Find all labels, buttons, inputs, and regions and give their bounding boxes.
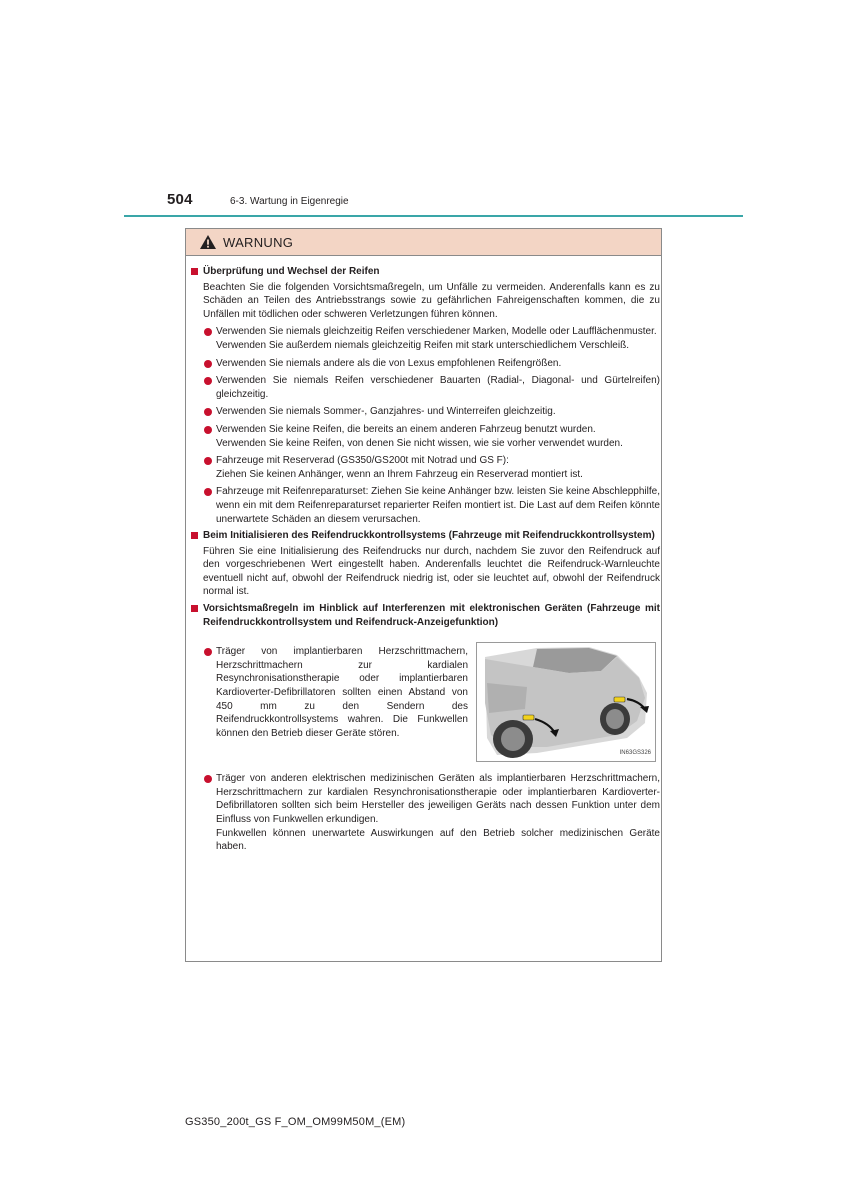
- section-heading: Beim Initialisieren des Reifendruckkontrollsystems (Fahrzeuge mit Reifendruckkontrollsystem): [190, 529, 660, 543]
- red-square-icon: [191, 268, 198, 275]
- image-code: IN63GS326: [619, 749, 651, 756]
- car-illustration: [476, 642, 656, 762]
- section-heading: Vorsichtsmaßregeln im Hinblick auf Interferenzen mit elektronischen Geräten (Fahrzeuge mit Reifendruckkontrollsystem und Reifendruck-Anzeigefunktion): [190, 602, 660, 629]
- red-square-icon: [191, 532, 198, 539]
- list-item: Verwenden Sie keine Reifen, die bereits an einem anderen Fahrzeug benutzt wurden. Verwenden Sie keine Reifen, von denen Sie nicht wissen, wie sie vorher verwendet wurden.: [190, 423, 660, 450]
- warning-title: WARNUNG: [223, 234, 294, 250]
- section-intro: Führen Sie eine Initialisierung des Reifendrucks nur durch, nachdem Sie zuvor den Reifendruck auf den vorgeschriebenen Wert eingestellt haben. Anderenfalls leuchtet die Reifendruck-Warnleuchte eventuell nicht auf, obwohl der Reifendruck niedrig ist, oder sie leuchtet auf, obwohl der Reifendruck normal ist.: [203, 545, 660, 598]
- page-number: 504: [167, 191, 193, 208]
- red-dot-icon: [204, 775, 212, 783]
- footer-code: GS350_200t_GS F_OM_OM99M50M_(EM): [185, 1116, 406, 1128]
- section-title: 6-3. Wartung in Eigenregie: [230, 196, 349, 207]
- list-item: Verwenden Sie niemals Reifen verschiedener Bauarten (Radial-, Diagonal- und Gürtelreifen) gleichzeitig.: [190, 374, 660, 401]
- red-dot-icon: [204, 488, 212, 496]
- warning-box: [185, 228, 662, 962]
- list-item: Fahrzeuge mit Reifenreparaturset: Ziehen Sie keine Anhänger bzw. leisten Sie keine Abschlepphilfe, wenn ein mit dem Reifenreparaturset reparierter Reifen montiert ist. Die Last auf dem Reifen könnte unerwartete Schäden an diesem verursachen.: [190, 485, 660, 526]
- list-item: Verwenden Sie niemals andere als die von Lexus empfohlenen Reifengrößen.: [190, 357, 660, 371]
- warning-header: [186, 229, 661, 256]
- section-heading: Überprüfung und Wechsel der Reifen: [190, 265, 660, 279]
- red-dot-icon: [204, 360, 212, 368]
- red-square-icon: [191, 605, 198, 612]
- red-dot-icon: [204, 426, 212, 434]
- red-dot-icon: [204, 457, 212, 465]
- list-item: Träger von implantierbaren Herzschrittmachern, Herzschrittmachern zur kardialen Resynchronisationstherapie oder implantierbaren Kardioverter-Defibrillatoren sollten einen Abstand von 450 mm zu den Sendern des Reifendruckkontrollsystems wahren. Die Funkwellen können den Betrieb dieser Geräte stören.: [190, 645, 468, 762]
- red-dot-icon: [204, 408, 212, 416]
- bullet-with-figure: [190, 637, 660, 762]
- list-item: Verwenden Sie niemals gleichzeitig Reifen verschiedener Marken, Modelle oder Laufflächenmuster. Verwenden Sie außerdem niemals gleichzeitig Reifen mit stark unterschiedlichem Verschleiß.: [190, 325, 660, 352]
- red-dot-icon: [204, 648, 212, 656]
- red-dot-icon: [204, 328, 212, 336]
- car-icon: [477, 643, 655, 761]
- section-intro: Beachten Sie die folgenden Vorsichtsmaßregeln, um Unfälle zu vermeiden. Anderenfalls kann es zu Schäden an Teilen des Antriebsstrangs sowie zu gefährlichen Fahreigenschaften kommen, die zu Unfällen mit tödlichen oder schweren Verletzungen führen können.: [203, 281, 660, 320]
- header-rule: [124, 215, 743, 217]
- list-item: Verwenden Sie niemals Sommer-, Ganzjahres- und Winterreifen gleichzeitig.: [190, 405, 660, 419]
- warning-triangle-icon: [199, 234, 217, 250]
- list-item: Fahrzeuge mit Reserverad (GS350/GS200t mit Notrad und GS F): Ziehen Sie keinen Anhänger, wenn an Ihrem Fahrzeug ein Reserverad montiert ist.: [190, 454, 660, 481]
- list-item: Träger von anderen elektrischen medizinischen Geräten als implantierbaren Herzschrittmachern, Herzschrittmachern zur kardialen Resynchronisationstherapie oder implantierbaren Kardioverter-Defibrillatoren sollten sich beim Hersteller des jeweiligen Geräts nach dessen Funktion unter dem Einfluss von Funkwellen erkundigen. Funkwellen können unerwartete Auswirkungen auf den Betrieb solcher medizinischen Geräte haben.: [190, 772, 660, 854]
- warning-content: [190, 265, 660, 854]
- red-dot-icon: [204, 377, 212, 385]
